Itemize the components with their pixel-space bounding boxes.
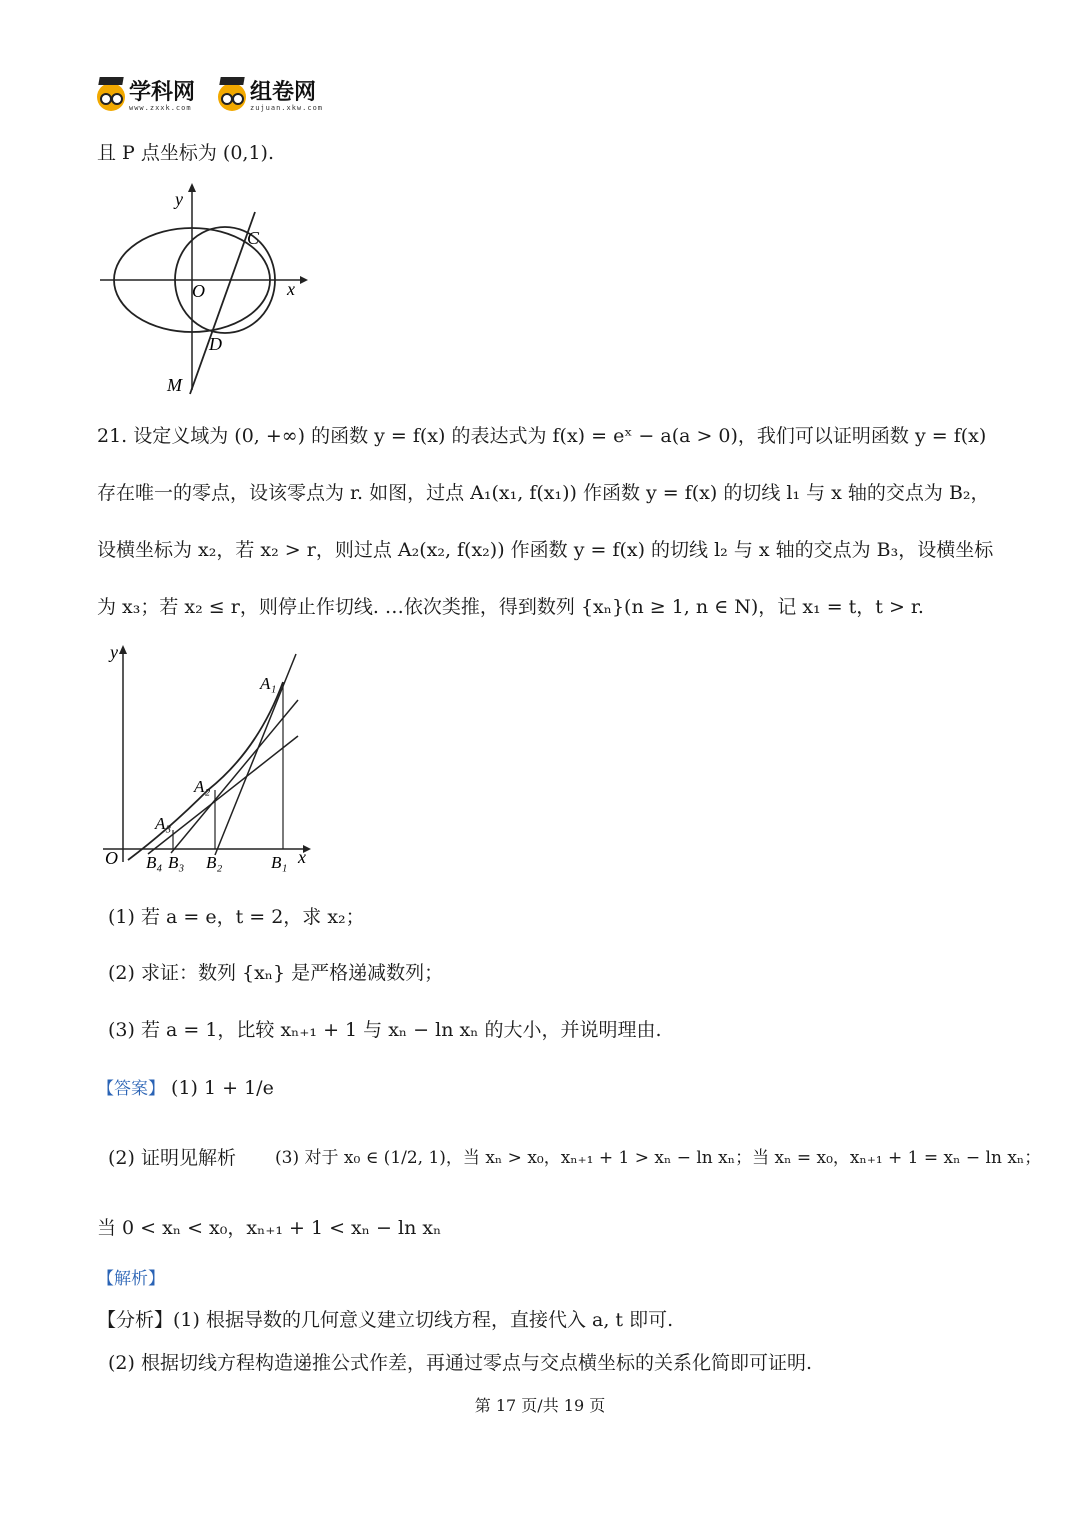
logo-zujuan [218,82,323,112]
x-axis-arrow [300,276,308,284]
problem-line-1: 21. 设定义域为 (0, +∞) 的函数 y = f(x) 的表达式为 f(x) = eˣ − a(a > 0)，我们可以证明函数 y = f(x) [97,425,987,447]
owl-icon [218,83,246,111]
owl-icon [97,83,125,111]
logo-zxxk-text: 学科网 [129,80,196,105]
answer-1: (1) 1 + 1/e [171,1077,274,1099]
question-2: (2) 求证：数列 {xₙ} 是严格递减数列； [108,962,444,984]
analysis-tag: 【解析】 [97,1269,165,1289]
label-b3: B₃ [168,853,185,872]
logo-zujuan-url: zujuan.xkw.com [250,104,324,112]
label-y: y [175,189,183,209]
label-x: x [287,279,295,299]
label-c: C [247,228,260,248]
label-m: M [167,375,182,395]
label-a3: A₃ [155,814,172,833]
tangent-1 [215,654,296,855]
label-o: O [192,281,205,301]
label-d: D [209,334,222,354]
label-b4: B₄ [146,853,163,872]
page-footer: 第 17 页/共 19 页 [474,1396,606,1415]
answer-tag: 【答案】 [97,1079,165,1099]
label-y: y [110,642,118,662]
logo-zxxk [97,82,195,112]
problem-line-4: 为 x₃；若 x₂ ≤ r，则停止作切线. …依次类推，得到数列 {xₙ}(n ≥ 1, n ∈ N)，记 x₁ = t，t > r. [97,596,924,618]
answer-row-1 [97,1075,274,1102]
figure-tangent-lines [98,640,328,880]
label-o: O [105,848,118,868]
answer-2: (2) 证明见解析 [108,1147,236,1169]
answer-3-cont: 当 0 < xₙ < x₀，xₙ₊₁ + 1 < xₙ − ln xₙ [97,1217,442,1239]
problem-line-2: 存在唯一的零点，设该零点为 r. 如图，过点 A₁(x₁, f(x₁)) 作函数 y = f(x) 的切线 l₁ 与 x 轴的交点为 B₂， [97,482,990,504]
tangent-2 [171,700,298,853]
analysis-1: 【分析】(1) 根据导数的几何意义建立切线方程，直接代入 a, t 即可. [97,1309,674,1331]
logo-zujuan-text: 组卷网 [250,80,317,105]
line-cd [190,212,255,394]
question-1: (1) 若 a = e，t = 2，求 x₂； [108,906,365,928]
figure-ellipse-circle [95,180,315,400]
curve [128,682,283,860]
answer-3: (3) 对于 x₀ ∈ (1/2, 1)，当 xₙ > x₀，xₙ₊₁ + 1 > xₙ − ln xₙ；当 xₙ = x₀，xₙ₊₁ + 1 = xₙ − ln xₙ； [275,1148,1042,1168]
label-a1: A₁ [260,674,277,693]
analysis-2: (2) 根据切线方程构造递推公式作差，再通过零点与交点横坐标的关系化简即可证明. [108,1352,812,1374]
y-axis-arrow [119,645,127,654]
question-3: (3) 若 a = 1，比较 xₙ₊₁ + 1 与 xₙ − ln xₙ 的大小，并说明理由. [108,1019,662,1041]
y-axis-arrow [188,183,196,192]
label-x: x [298,847,306,867]
label-b1: B₁ [271,853,288,872]
logo-zxxk-url: www.zxxk.com [129,104,192,112]
label-a2: A₂ [194,777,211,796]
label-b2: B₂ [206,853,223,872]
intro-line: 且 P 点坐标为 (0,1). [97,142,274,164]
problem-line-3: 设横坐标为 x₂，若 x₂ > r，则过点 A₂(x₂, f(x₂)) 作函数 y = f(x) 的切线 l₂ 与 x 轴的交点为 B₃，设横坐标 [97,539,994,561]
